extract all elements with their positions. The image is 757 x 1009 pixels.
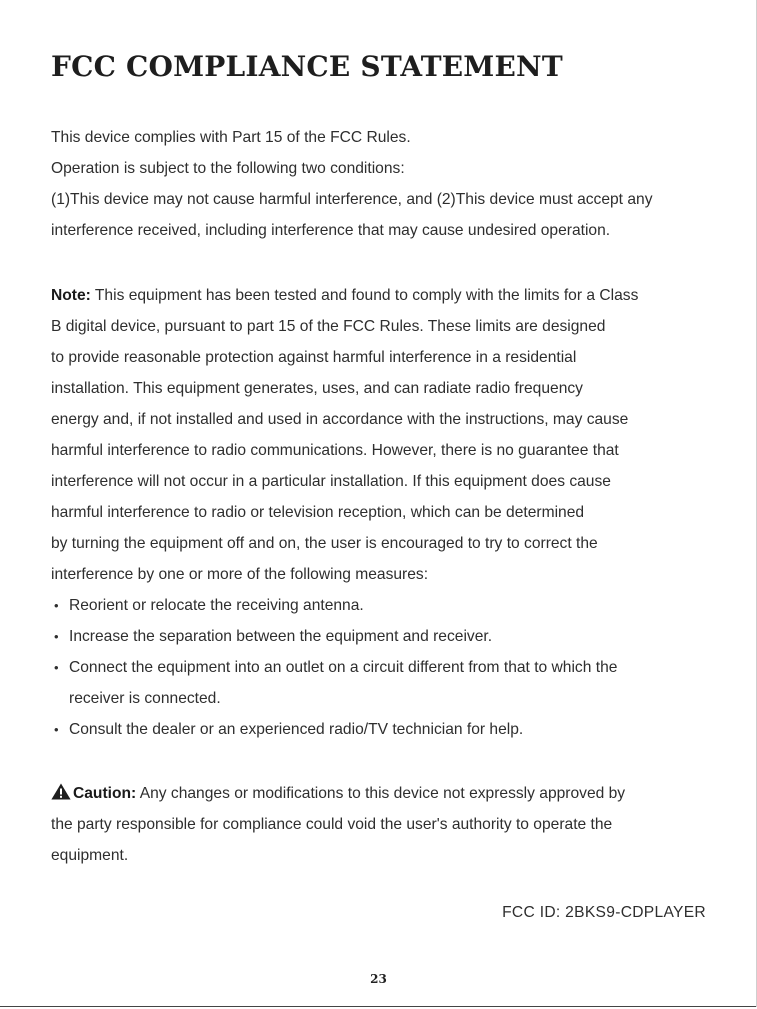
caution-section (51, 778, 711, 871)
list-item (51, 714, 711, 745)
measures-list (51, 590, 711, 745)
list-item (51, 590, 711, 621)
intro-line: (1)This device may not cause harmful interference, and (2)This device must accept any (51, 191, 653, 208)
caution-line: the party responsible for compliance could void the user's authority to operate the (51, 816, 613, 833)
caution-first-line-text: Any changes or modifications to this device not expressly approved by (136, 785, 626, 802)
bullet: • (54, 722, 59, 737)
note-line: to provide reasonable protection against harmful interference in a residential (51, 349, 577, 366)
list-item-text: Connect the equipment into an outlet on a circuit different from that to which the (69, 659, 618, 676)
intro-line: interference received, including interference that may cause undesired operation. (51, 222, 611, 239)
bullet: • (54, 660, 59, 675)
list-item-text: receiver is connected. (69, 690, 221, 707)
note-line: B digital device, pursuant to part 15 of the FCC Rules. These limits are designed (51, 318, 606, 335)
note-line: installation. This equipment generates, uses, and can radiate radio frequency (51, 380, 583, 397)
intro-line: This device complies with Part 15 of the FCC Rules. (51, 129, 411, 146)
list-item-text: Reorient or relocate the receiving antenna. (69, 597, 364, 614)
bullet: • (54, 629, 59, 644)
note-line: energy and, if not installed and used in accordance with the instructions, may cause (51, 411, 629, 428)
caution-first-line (51, 778, 711, 809)
note-first-line-text: This equipment has been tested and found to comply with the limits for a Class (90, 287, 639, 304)
note-line: harmful interference to radio communications. However, there is no guarantee that (51, 442, 619, 459)
bottom-divider (0, 1006, 757, 1007)
note-label: Note: (51, 287, 91, 304)
note-line: harmful interference to radio or television reception, which can be determined (51, 504, 585, 521)
list-item (51, 652, 711, 714)
note-line: interference will not occur in a particular installation. If this equipment does cause (51, 473, 611, 490)
intro-line: Operation is subject to the following two conditions: (51, 160, 405, 177)
caution-line: equipment. (51, 847, 129, 864)
page-number: 23 (370, 972, 387, 986)
note-section (51, 280, 711, 745)
warning-triangle-icon (51, 783, 71, 800)
fcc-id: FCC ID: 2BKS9-CDPLAYER (502, 904, 706, 921)
list-item-text: Increase the separation between the equipment and receiver. (69, 628, 493, 645)
note-line: interference by one or more of the following measures: (51, 566, 429, 583)
page-title: FCC COMPLIANCE STATEMENT (51, 50, 563, 83)
list-item (51, 621, 711, 652)
intro-paragraph (51, 122, 711, 246)
note-line: by turning the equipment off and on, the user is encouraged to try to correct the (51, 535, 598, 552)
bullet: • (54, 598, 59, 613)
caution-label: Caution: (73, 785, 137, 802)
note-first-line (51, 280, 711, 311)
list-item-text: Consult the dealer or an experienced radio/TV technician for help. (69, 721, 524, 738)
